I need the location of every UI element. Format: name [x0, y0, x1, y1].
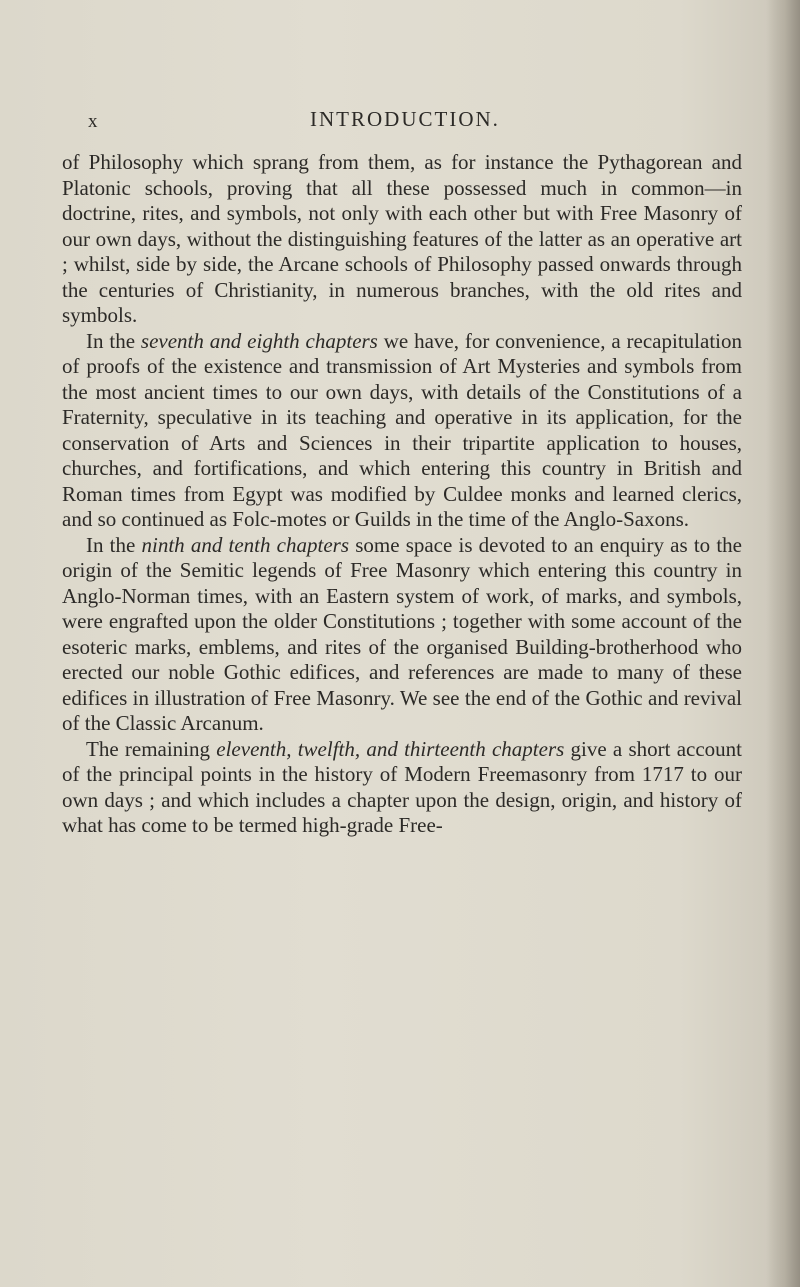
paragraph-4-lead: The remaining — [86, 736, 217, 761]
paragraph-2 — [62, 329, 742, 533]
paragraph-3-lead: In the — [86, 532, 142, 557]
running-head: INTRODUCTION. — [310, 107, 500, 131]
chapter-reference-ninth-tenth: ninth and tenth chapters — [141, 532, 350, 557]
page-edge-shadow — [766, 0, 800, 1287]
paragraph-4 — [62, 737, 742, 839]
body-text — [62, 150, 742, 839]
chapter-reference-eleventh-thirteenth: eleventh, twelfth, and thirteenth chapters — [216, 736, 565, 761]
paragraph-3 — [62, 533, 742, 737]
paragraph-1: of Philosophy which sprang from them, as for instance the Pythagorean and Platonic schools, proving that all these possessed much in common—in doctrine, rites, and symbols, not only with each other but with Free Masonry of our own days, without the distinguishing features of the latter as an operative art ; whilst, side by side, the Arcane schools of Philosophy passed onwards through the centuries of Christianity, in numerous branches, with the old rites and symbols. — [62, 150, 742, 327]
page-number: x — [88, 111, 99, 132]
chapter-reference-seventh-eighth: seventh and eighth chapters — [140, 328, 378, 353]
page-header — [88, 107, 718, 139]
paragraph-2-text: we have, for convenience, a recapitulation of proofs of the existence and transmission of Art Mysteries and symbols from the most ancient times to our own days, with details of the Constitutions of a Fraternity, speculative in its teaching and operative in its application, for the conservation of Arts and Sciences in their tripartite application to houses, churches, and fortifications, and which entering this country in British and Roman times from Egypt was modified by Culdee monks and learned clerics, and so continued as Folc-motes or Guilds in the time of the Anglo-Saxons. — [62, 328, 742, 531]
paragraph-4-text: give a short account of the principal points in the history of Modern Freemasonry from 1717 to our own days ; and which includes a chapter upon the design, origin, and history of what has come to be termed high-grade Free- — [62, 736, 743, 837]
paragraph-3-text: some space is devoted to an enquiry as to the origin of the Semitic legends of Free Masonry which entering this country in Anglo-Norman times, with an Eastern system of work, of marks, and symbols, were engrafted upon the older Constitutions ; together with some account of the esoteric marks, emblems, and rites of the organised Building-brotherhood who erected our noble Gothic edifices, and references are made to many of these edifices in illustration of Free Masonry. We see the end of the Gothic and revival of the Classic Arcanum. — [62, 532, 742, 735]
paragraph-2-lead: In the — [86, 328, 141, 353]
